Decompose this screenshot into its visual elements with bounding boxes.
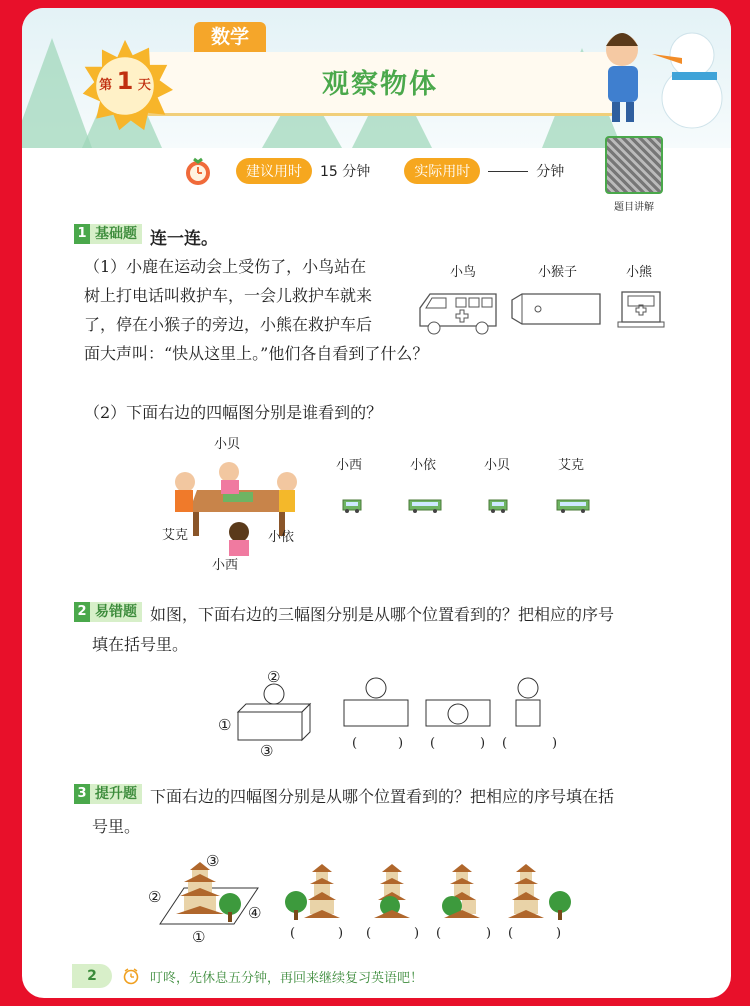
- animal-label-bear: 小熊: [626, 265, 653, 280]
- section2-text-line1: 如图，下面右边的三幅图分别是从哪个位置看到的？把相应的序号: [150, 605, 615, 624]
- footer-tip: 叮咚，先休息五分钟，再回来继续复习英语吧！: [150, 970, 424, 986]
- page-number: 2: [72, 964, 112, 988]
- pagoda-view-icon: [496, 860, 576, 924]
- marker-1: ①: [192, 928, 206, 946]
- section3-label: 提升题: [90, 784, 142, 804]
- table-name-top: 小贝: [214, 437, 241, 452]
- answer-bracket-close: ): [338, 926, 344, 941]
- ambulance-back-view-icon: [616, 290, 666, 330]
- answer-bracket-open: (: [366, 926, 372, 941]
- section3-text-line2: 号里。: [92, 817, 141, 836]
- section1-heading: [74, 224, 218, 249]
- section3-number: 3: [74, 784, 90, 804]
- section1-number: 1: [74, 224, 90, 244]
- page-title: 观察物体: [322, 69, 438, 100]
- view-name: 艾克: [558, 458, 585, 473]
- marker-4: ④: [248, 904, 262, 922]
- section2-text-line2: 填在括号里。: [92, 635, 189, 654]
- answer-bracket-close: ): [480, 736, 486, 751]
- answer-bracket-close: ): [486, 926, 492, 941]
- q1-line: 树上打电话叫救护车，一会儿救护车就来: [84, 286, 373, 305]
- section3-tag: [74, 784, 142, 804]
- subject-tab: 数学: [194, 22, 266, 52]
- view-top-icon: [424, 698, 494, 728]
- section2-heading: [74, 602, 614, 628]
- marker-2: ②: [267, 668, 281, 686]
- section3-text-line1: 下面右边的四幅图分别是从哪个位置看到的？把相应的序号填在括: [150, 787, 615, 806]
- day-badge: [77, 67, 173, 95]
- day-number: 1: [116, 67, 134, 95]
- marker-3: ③: [206, 852, 220, 870]
- section2-label: 易错题: [90, 602, 142, 622]
- animal-label-bird: 小鸟: [450, 265, 477, 280]
- pagoda-view-icon: [280, 860, 360, 924]
- section2-tag: [74, 602, 142, 622]
- suggested-time-label: 建议用时: [236, 158, 312, 184]
- answer-bracket-open: (: [430, 736, 436, 751]
- section1-q2-text: （2）下面右边的四幅图分别是谁看到的？: [84, 403, 383, 422]
- actual-time-label: 实际用时: [404, 158, 480, 184]
- section3-heading: [74, 784, 614, 810]
- ambulance-side-view-icon: [510, 292, 602, 326]
- table-name-bottom: 小西: [212, 558, 239, 573]
- marker-1: ①: [218, 716, 232, 734]
- q1-line: 面大声叫：“快从这里上。”他们各自看到了什么？: [84, 344, 429, 363]
- view-name: 小依: [410, 458, 437, 473]
- view-front-icon: [342, 676, 412, 730]
- timer-row: [182, 156, 564, 186]
- bus-view-icon: [488, 498, 508, 514]
- q1-line: 了，停在小猴子的旁边，小熊在救护车后: [84, 315, 373, 334]
- qr-code[interactable]: [605, 136, 663, 194]
- table-scene-illustration: [157, 432, 317, 572]
- pagoda-tree-scene: [154, 858, 264, 938]
- marker-3: ③: [260, 742, 274, 760]
- answer-bracket-open: (: [508, 926, 514, 941]
- title-banner: [137, 52, 620, 116]
- day-suffix: 天: [137, 78, 151, 93]
- answer-bracket-close: ): [398, 736, 404, 751]
- suggested-time-value: 15 分钟: [320, 164, 371, 180]
- view-name: 小贝: [484, 458, 511, 473]
- actual-time-blank[interactable]: [488, 171, 528, 172]
- bus-view-icon: [408, 498, 442, 514]
- ambulance-top-view-icon: [416, 286, 500, 336]
- section1-title: 连一连。: [150, 229, 218, 249]
- answer-bracket-open: (: [290, 926, 296, 941]
- section2-number: 2: [74, 602, 90, 622]
- footer: [72, 964, 423, 988]
- alarm-clock-icon: [122, 967, 140, 985]
- alarm-clock-icon: [182, 155, 214, 187]
- answer-bracket-close: ): [414, 926, 420, 941]
- answer-bracket-close: ): [556, 926, 562, 941]
- day-prefix: 第: [99, 78, 113, 93]
- pagoda-view-icon: [362, 860, 422, 924]
- answer-bracket-open: (: [352, 736, 358, 751]
- qr-label: 题目讲解: [614, 202, 654, 213]
- actual-time-unit: 分钟: [536, 164, 565, 180]
- answer-bracket-close: ): [552, 736, 558, 751]
- q1-line: （1）小鹿在运动会上受伤了，小鸟站在: [84, 257, 367, 276]
- marker-2: ②: [148, 888, 162, 906]
- bus-view-icon: [342, 498, 362, 514]
- table-name-left: 艾克: [162, 528, 189, 543]
- worksheet-page: [22, 8, 731, 998]
- animal-label-monkey: 小猴子: [538, 265, 578, 280]
- section1-label: 基础题: [90, 224, 142, 244]
- view-name: 小西: [336, 458, 363, 473]
- view-side-icon: [514, 676, 544, 730]
- kids-snowman-illustration: [592, 10, 727, 130]
- pagoda-view-icon: [432, 860, 492, 924]
- bus-view-icon: [556, 498, 590, 514]
- answer-bracket-open: (: [502, 736, 508, 751]
- section1-tag: [74, 224, 142, 244]
- table-name-right: 小依: [268, 530, 295, 545]
- answer-bracket-open: (: [436, 926, 442, 941]
